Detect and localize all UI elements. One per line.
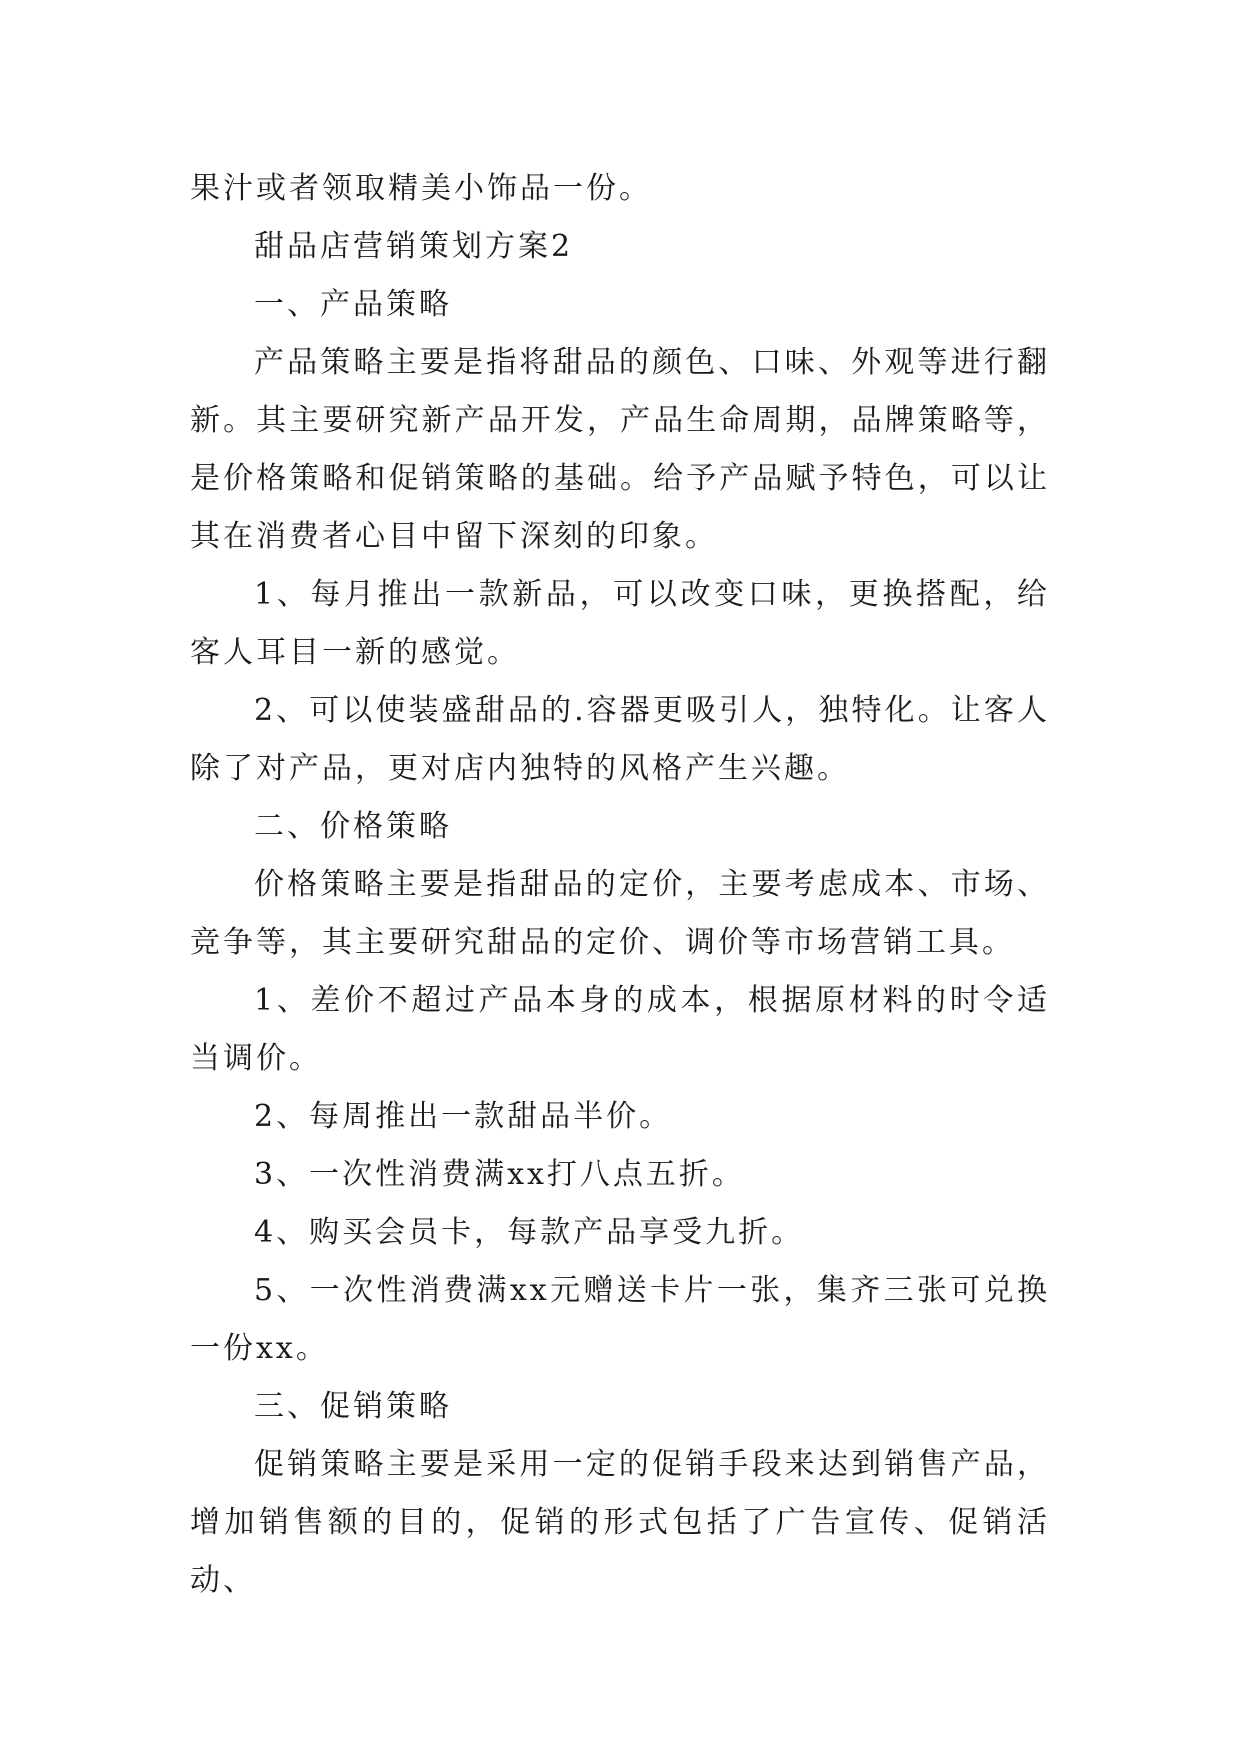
document-body bbox=[190, 160, 1050, 1610]
heading-promotion-strategy: 三、促销策略 bbox=[254, 1389, 452, 1424]
paragraph-product-strategy: 产品策略主要是指将甜品的颜色、口味、外观等进行翻新。其主要研究新产品开发，产品生命周期，品牌策略等，是价格策略和促销策略的基础。给予产品赋予特色，可以让其在消费者心目中留下深刻的印象。 bbox=[190, 345, 1050, 554]
paragraph-price-strategy: 价格策略主要是指甜品的定价，主要考虑成本、市场、竞争等，其主要研究甜品的定价、调价等市场营销工具。 bbox=[190, 867, 1050, 960]
list-item-price-4: 4、购买会员卡，每款产品享受九折。 bbox=[254, 1215, 805, 1250]
list-item-price-2: 2、每周推出一款甜品半价。 bbox=[254, 1099, 673, 1134]
list-item-price-5: 5、一次性消费满xx元赠送卡片一张，集齐三张可兑换一份xx。 bbox=[190, 1273, 1050, 1366]
heading-price-strategy: 二、价格策略 bbox=[254, 809, 452, 844]
paragraph-promotion-strategy: 促销策略主要是采用一定的促销手段来达到销售产品，增加销售额的目的，促销的形式包括了广告宣传、促销活动、 bbox=[190, 1447, 1050, 1598]
section-title: 甜品店营销策划方案2 bbox=[254, 229, 574, 264]
list-item-product-2: 2、可以使装盛甜品的.容器更吸引人，独特化。让客人除了对产品，更对店内独特的风格产生兴趣。 bbox=[190, 693, 1050, 786]
list-item-price-3: 3、一次性消费满xx打八点五折。 bbox=[254, 1157, 745, 1192]
list-item-product-1: 1、每月推出一款新品，可以改变口味，更换搭配，给客人耳目一新的感觉。 bbox=[190, 577, 1050, 670]
heading-product-strategy: 一、产品策略 bbox=[254, 287, 452, 322]
list-item-price-1: 1、差价不超过产品本身的成本，根据原材料的时令适当调价。 bbox=[190, 983, 1050, 1076]
paragraph-continuation: 果汁或者领取精美小饰品一份。 bbox=[190, 171, 652, 206]
